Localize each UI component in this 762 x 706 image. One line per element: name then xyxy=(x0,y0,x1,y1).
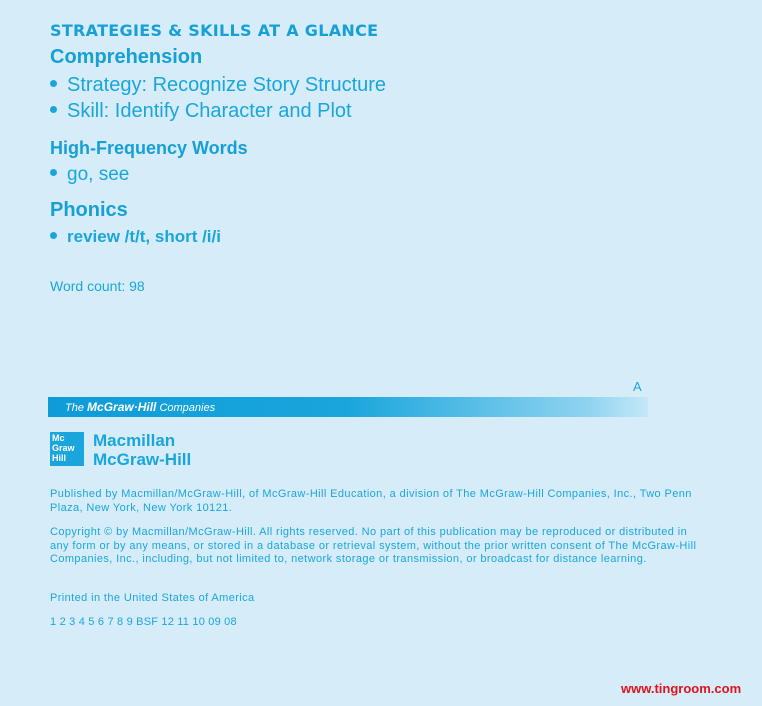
publisher-info: Published by Macmillan/McGraw-Hill, of McGraw-Hill Education, a division of The McGraw-Hill Companies, Inc., Two Penn Plaza, New York, New York 10121. xyxy=(50,488,692,514)
high-frequency-title: High-Frequency Words xyxy=(50,138,248,158)
comprehension-item-skill: Skill: Identify Character and Plot xyxy=(50,100,352,123)
bullet-icon xyxy=(50,232,57,239)
bullet-icon xyxy=(50,80,57,87)
word-count: Word count: 98 xyxy=(50,278,145,294)
comprehension-item-strategy: Strategy: Recognize Story Structure xyxy=(50,74,386,97)
print-line: 1 2 3 4 5 6 7 8 9 BSF 12 11 10 09 08 xyxy=(50,616,237,628)
watermark: www.tingroom.com xyxy=(621,681,742,696)
phonics-item: review /t/t, short /i/i xyxy=(50,227,221,247)
strategies-heading: STRATEGIES & SKILLS AT A GLANCE xyxy=(50,21,379,40)
publisher-name: Macmillan McGraw-Hill xyxy=(93,431,192,469)
comprehension-title: Comprehension xyxy=(50,46,203,68)
mcgraw-hill-banner xyxy=(48,397,648,417)
bullet-icon xyxy=(50,106,57,113)
mcgraw-hill-logo: Mc Graw Hill xyxy=(50,432,84,466)
phonics-title: Phonics xyxy=(50,199,128,221)
high-frequency-item: go, see xyxy=(50,164,129,186)
level-letter: A xyxy=(633,379,642,394)
copyright-notice: Copyright © by Macmillan/McGraw-Hill. All rights reserved. No part of this publication may be reproduced or distributed in any form or by any means, or stored in a database or retrieval system, without the prior written consent of The McGraw-Hill Companies, Inc., including, but not limited to, network storage or transmission, or broadcast for distance learning. xyxy=(50,526,697,565)
banner-text: The McGraw·Hill Companies xyxy=(65,400,216,414)
bullet-icon xyxy=(50,169,57,176)
printed-in: Printed in the United States of America xyxy=(50,592,255,604)
